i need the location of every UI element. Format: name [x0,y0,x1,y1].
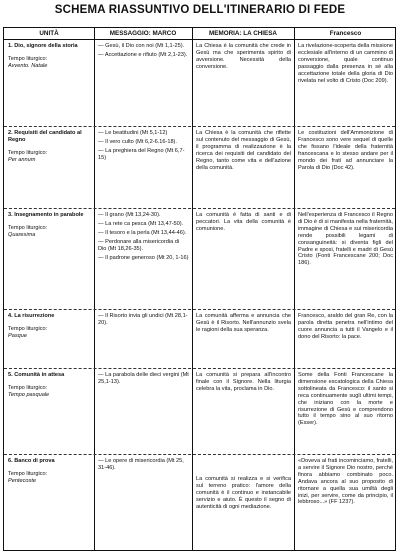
message-item: — Le beatitudini (Mt 5,1-12) [98,130,189,137]
liturgical-time-label: Tempo liturgico: [8,325,48,332]
liturgical-time-name: Tempo pasquale [8,391,50,398]
francesco-cell: Some della Fonti Francescane la dimensione escatologica della Chiesa sottolineata da Francesco: il santo si reca continuamente sugli ultimi tempi, che iniziano con la morte e risurrezione di Gesù e comprendono tutto il tempo sino al suo ritorno (Esser). [298,372,393,427]
message-item: — Il grano (Mt 13,24-30). [98,212,189,219]
column-divider [94,28,95,550]
memoria-cell: La comunità è fatta di santi e di peccatori. La vita della comunità è comunione. [196,212,291,232]
liturgical-time-label: Tempo liturgico: [8,224,48,231]
liturgical-time [8,471,92,485]
column-header-messaggio: MESSAGGIO: MARCO [109,30,177,37]
column-header-memoria: MEMORIA: LA CHIESA [209,30,277,37]
unit-title: 4. La risurrezione [8,313,55,319]
francesco-cell: Le costituzioni dell'Ammonizione di Francesco sono vere sequel di quelle che fissano l'ideale della fraternità francescana e lo stesso andare per il mondo dei frati ad annunciare la Parola di Dio (Doc 42). [298,130,393,171]
liturgical-time-label: Tempo liturgico: [8,470,48,477]
row-divider [4,309,395,310]
francesco-cell: Francesco, araldo del gran Re, con la parola diretta penetra nell'intimo del cuore annuncia a tutti il Vangelo e il dono del Risorto: la pace. [298,313,393,340]
unit-cell [8,130,92,164]
memoria-cell: La Chiesa è la comunità che riflette sul contenuto del messaggio di Gesù, il programma di realizzazione è la ricerca dei requisiti del candidato del Regno, tanto come vita e dell'azione della comunità. [196,130,291,171]
unit-title: 5. Comunità in attesa [8,372,65,378]
unit-title: 3. Insegnamento in parabole [8,212,84,218]
row-divider [4,126,395,127]
message-item: — Il padrone generoso (Mt 20, 1-16) [98,255,189,262]
liturgical-time [8,56,92,70]
message-item: — Gesù, il Dio con noi (Mt 1,1-25). [98,43,189,50]
liturgical-time [8,225,92,239]
row-divider [4,368,395,369]
header-rule [4,39,395,40]
liturgical-time-name: Per annum [8,156,36,163]
unit-title: 1. Dio, signore della storia [8,43,78,49]
unit-cell [8,313,92,340]
unit-cell [8,43,92,70]
itinerary-table [3,27,396,551]
messaggio-cell [98,130,189,164]
liturgical-time-label: Tempo liturgico: [8,55,48,62]
column-header-unita: UNITÀ [39,30,59,37]
liturgical-time-name: Avvento. Natale [8,62,48,69]
column-divider [192,28,193,550]
unit-cell [8,372,92,399]
message-item: — La rete ca pesca (Mt 13,47-50). [98,221,189,228]
francesco-cell: «Doveva al frati incominciamo, fratelli, a servire il Signore Dio nostro, perché finora abbiamo combinato poco. Andava ancora al suo proposito di ritornare a quella sua umiltà degli inizi, per servire, come da principio, il lebbroso...» (FF 1237). [298,458,393,506]
row-divider [4,454,395,455]
message-item: — La parabola delle dieci vergini (Mt 25,1-13). [98,372,189,386]
liturgical-time-label: Tempo liturgico: [8,384,48,391]
unit-title: 2. Requisiti del candidato al Regno [8,130,82,143]
unit-cell [8,212,92,239]
francesco-cell: Nell'esperienza di Francesco il Regno di Dio è di si manifesta nella fraternità, immagine di Chiesa e sui misericordia rende possibili legami di consanguineità: si diventa figli del Padre e sposi, fratelli e madri di Gesù Cristo (Fonti Francescane 200; Doc 186). [298,212,393,267]
message-item: — Le opere di misericordia (Mt 25, 31-46). [98,458,189,472]
message-item: — Il tesoro e la perla (Mt 13,44-46). [98,230,189,237]
row-divider [4,208,395,209]
memoria-cell: La comunità afferma e annuncia che Gesù è il Risorto. Nell'annunzio svela le ragioni della sua speranza. [196,313,291,333]
message-item: — Il vero culto (Mt 6,2-6.16-18). [98,139,189,146]
liturgical-time [8,326,92,340]
message-item: — Il Risorto invia gli undici (Mt 28,1-20). [98,313,189,327]
column-header-francesco: Francesco [329,30,362,37]
unit-title: 6. Banco di prova [8,458,55,464]
message-item: — Accettazione e rifiuto (Mt 2,1-23). [98,52,189,59]
memoria-cell: La comunità si prepara all'incontro finale con il Signore. Nella liturgia celebra la vita, proclama in Dio. [196,372,291,392]
memoria-cell: La comunità si realizza e si verifica sul terreno pratico: l'amore della comunità è il continuo e instancabile servizio e aiuto. È questo il segno di autenticità di ogni mediazione. [196,476,291,510]
liturgical-time-name: Pentecoste [8,477,36,484]
liturgical-time [8,385,92,399]
message-item: — Perdonare alla misericordia di Dio (Mt 18,26-35). [98,239,189,253]
messaggio-cell [98,458,189,474]
liturgical-time-name: Pasque [8,332,27,339]
messaggio-cell [98,372,189,388]
messaggio-cell [98,313,189,329]
liturgical-time-label: Tempo liturgico: [8,149,48,156]
column-divider [294,28,295,550]
liturgical-time [8,150,92,164]
francesco-cell: La rivelazione-scoperta della missione ecclesiale all'interno di un cammino di conversione, quale continuo passaggio dalla presenza in sé alla accettazione totale della gloria di Dio rivelata nel volto di Cristo (Doc 209). [298,43,393,84]
memoria-cell: La Chiesa è la comunità che crede in Gesù ma che sperimenta spirito di avversione. Necessità della conversione. [196,43,291,70]
message-item: — La preghiera del Regno (Mt 6,7-15) [98,148,189,162]
liturgical-time-name: Quaresima [8,231,36,238]
unit-cell [8,458,92,485]
messaggio-cell [98,212,189,263]
messaggio-cell [98,43,189,61]
page-title: SCHEMA RIASSUNTIVO DELL'ITINERARIO DI FEDE [54,4,346,16]
